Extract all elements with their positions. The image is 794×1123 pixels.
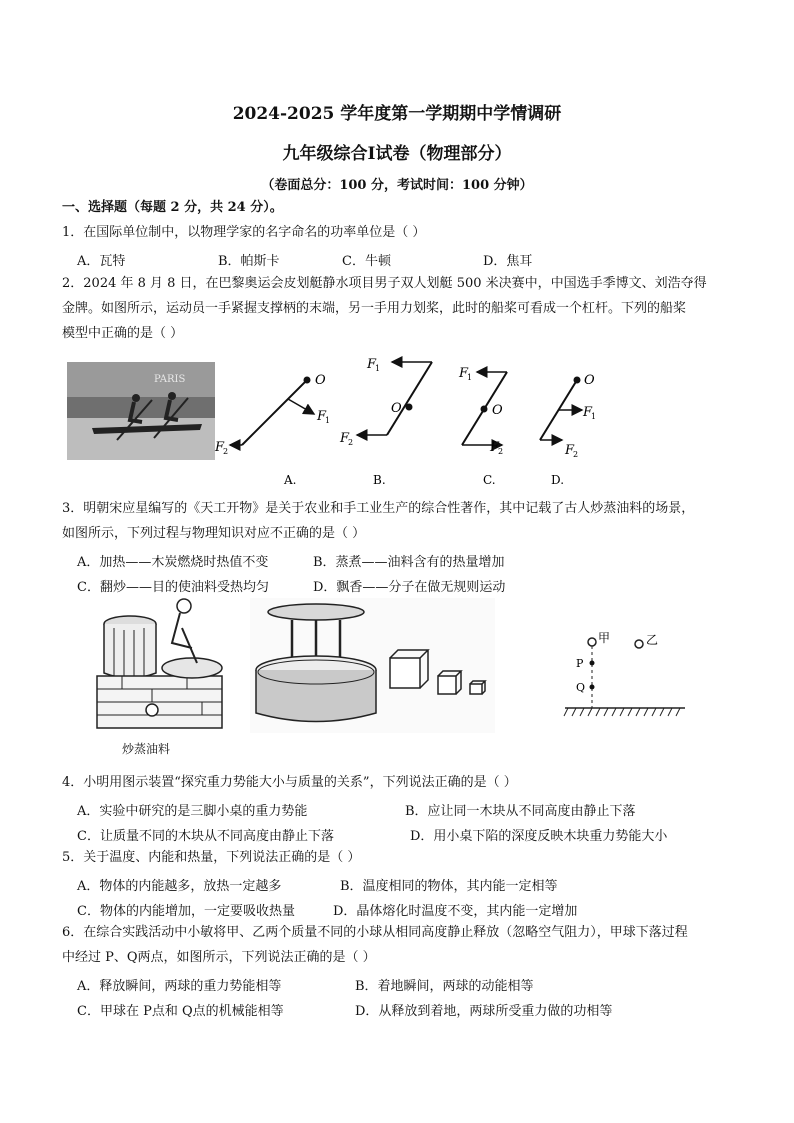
lever-model-b: [339, 357, 432, 487]
fig-label-b: B.: [373, 473, 386, 487]
svg-text:O: O: [391, 401, 402, 416]
exam-subtitle: 九年级综合Ⅰ试卷（物理部分）: [282, 144, 512, 164]
q4-stem: 4．小明用图示装置“探究重力势能大小与质量的关系”，下列说法正确的是（ ）: [62, 775, 517, 790]
q4-option-a: A．实验中研究的是三脚小桌的重力势能: [77, 804, 308, 819]
svg-text:F: F: [317, 409, 327, 424]
q2-stem-line3: 模型中正确的是（ ）: [62, 326, 184, 341]
q3-option-c: C．翻炒——目的使油料受热均匀: [77, 580, 269, 595]
q1-option-b: B．帕斯卡: [218, 254, 280, 269]
svg-text:2: 2: [498, 447, 504, 456]
svg-text:O: O: [492, 403, 503, 418]
ball-jia-label: 甲: [598, 631, 611, 645]
q3-stem-line2: 如图所示，下列过程与物理知识对应不正确的是（ ）: [62, 526, 366, 541]
svg-text:F: F: [367, 357, 377, 372]
q5-stem: 5．关于温度、内能和热量，下列说法正确的是（ ）: [62, 850, 361, 865]
q5-option-d: D．晶体熔化时温度不变，其内能一定增加: [333, 904, 578, 919]
q6-option-d: D．从释放到着地，两球所受重力做的功相等: [355, 1004, 613, 1019]
svg-text:F: F: [340, 431, 350, 446]
q1-option-c: C．牛顿: [342, 254, 391, 269]
fig-label-c: C.: [483, 473, 496, 487]
svg-text:F: F: [490, 440, 500, 455]
svg-text:2: 2: [223, 447, 229, 456]
q6-option-a: A．释放瞬间，两球的重力势能相等: [77, 979, 282, 994]
lever-model-c: [458, 366, 507, 487]
q4-option-d: D．用小桌下陷的深度反映木块重力势能大小: [410, 829, 668, 844]
q2-stem-line1: 2．2024 年 8 月 8 日，在巴黎奥运会皮划艇静水项目男子双人划艇 500 米决赛中，中国选手季博文、刘浩夺得: [62, 276, 707, 291]
q5-option-a: A．物体的内能越多，放热一定越多: [77, 879, 282, 894]
q3-fig-caption: 炒蒸油料: [122, 742, 171, 756]
q3-stem-line1: 3．明朝宋应星编写的《天工开物》是关于农业和手工业生产的综合性著作，其中记载了古人炒蒸油料的场景，: [62, 501, 695, 516]
fig-label-d: D.: [551, 473, 565, 487]
q3-option-b: B．蒸煮——油料含有的热量增加: [313, 555, 505, 570]
q6-stem-line2: 中经过 P、Q两点，如图所示，下列说法正确的是（ ）: [62, 950, 376, 965]
photo-text: PARIS: [154, 374, 186, 385]
svg-text:1: 1: [325, 416, 331, 425]
falling-balls-illustration: [560, 624, 690, 719]
q5-option-c: C．物体的内能增加，一定要吸收热量: [77, 904, 295, 919]
svg-text:2: 2: [348, 438, 354, 447]
q3-option-a: A．加热——木炭燃烧时热值不变: [77, 555, 269, 570]
oil-steaming-illustration: [92, 598, 232, 733]
point-p-label: P: [576, 657, 584, 670]
svg-text:2: 2: [573, 450, 579, 459]
q6-option-b: B．着地瞬间，两球的动能相等: [355, 979, 534, 994]
q1-stem: 1．在国际单位制中，以物理学家的名字命名的功率单位是（ ）: [62, 225, 426, 240]
svg-text:1: 1: [375, 364, 381, 373]
exam-title: 2024-2025 学年度第一学期期中学情调研: [232, 104, 562, 124]
q2-stem-line2: 金牌。如图所示，运动员一手紧握支撑柄的末端，另一手用力划桨，此时的船桨可看成一个杠杆。下列的船桨: [62, 301, 687, 316]
table-blocks-illustration: [250, 598, 495, 733]
q4-option-c: C．让质量不同的木块从不同高度由静止下落: [77, 829, 334, 844]
ball-yi-label: 乙: [646, 633, 659, 647]
lever-model-a: [214, 373, 330, 487]
q6-stem-line1: 6．在综合实践活动中小敏将甲、乙两个质量不同的小球从相同高度静止释放（忽略空气阻力），甲球下落过程: [62, 925, 688, 940]
svg-text:F: F: [215, 440, 225, 455]
rowing-photo: [67, 362, 215, 460]
q1-option-a: A．瓦特: [77, 254, 126, 269]
q3-option-d: D．飘香——分子在做无规则运动: [313, 580, 506, 595]
lever-model-d: [540, 373, 596, 487]
svg-text:O: O: [584, 373, 595, 388]
svg-text:F: F: [583, 405, 593, 420]
q6-option-c: C．甲球在 P点和 Q点的机械能相等: [77, 1004, 284, 1019]
svg-text:O: O: [315, 373, 326, 388]
q4-option-b: B．应让同一木块从不同高度由静止下落: [405, 804, 636, 819]
q5-option-b: B．温度相同的物体，其内能一定相等: [340, 879, 558, 894]
svg-text:1: 1: [591, 412, 597, 421]
exam-info: （卷面总分：100 分，考试时间：100 分钟）: [261, 178, 533, 193]
section-heading: 一、选择题（每题 2 分，共 24 分）。: [62, 200, 283, 215]
q1-option-d: D．焦耳: [483, 254, 533, 269]
svg-text:1: 1: [467, 373, 473, 382]
svg-text:F: F: [459, 366, 469, 381]
q2-figure: [62, 350, 622, 490]
svg-text:F: F: [565, 443, 575, 458]
fig-label-a: A.: [284, 473, 297, 487]
point-q-label: Q: [576, 681, 586, 694]
